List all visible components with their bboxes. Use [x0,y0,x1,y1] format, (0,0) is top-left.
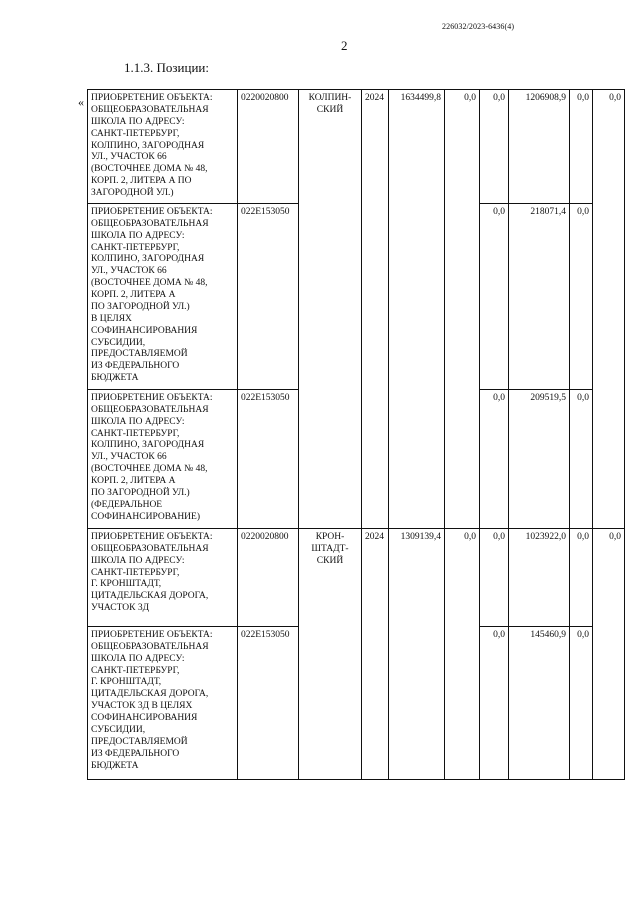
value-cell: 145460,9 [509,626,570,779]
value-cell: 0,0 [570,626,593,779]
value-cell: 0,0 [570,389,593,528]
value-cell [445,203,480,389]
table-row [88,389,625,528]
positions-table [87,89,625,780]
total-cost-cell [389,626,445,779]
object-description: ПРИОБРЕТЕНИЕ ОБЪЕКТА: ОБЩЕОБРАЗОВАТЕЛЬНАЯ ШКОЛА ПО АДРЕСУ: САНКТ-ПЕТЕРБУРГ, КОЛПИНО, ЗАГОРОДНАЯ УЛ., УЧАСТОК 66 (ВОСТОЧНЕЕ ДОМА № 48, КОРП. 2, ЛИТЕРА А ПО ЗАГОРОДНОЙ УЛ.) (ФЕДЕРАЛЬНОЕ СОФИНАНСИРОВАНИЕ) [88,389,238,528]
object-description: ПРИОБРЕТЕНИЕ ОБЪЕКТА: ОБЩЕОБРАЗОВАТЕЛЬНАЯ ШКОЛА ПО АДРЕСУ: САНКТ-ПЕТЕРБУРГ, КОЛПИНО, ЗАГОРОДНАЯ УЛ., УЧАСТОК 66 (ВОСТОЧНЕЕ ДОМА № 48, КОРП. 2, ЛИТЕРА А ПО ЗАГОРОДНОЙ УЛ.) [88,90,238,204]
value-cell [593,389,625,528]
year-cell: 2024 [362,528,389,626]
value-cell: 0,0 [570,203,593,389]
object-description: ПРИОБРЕТЕНИЕ ОБЪЕКТА: ОБЩЕОБРАЗОВАТЕЛЬНАЯ ШКОЛА ПО АДРЕСУ: САНКТ-ПЕТЕРБУРГ, Г. КРОНШТАДТ, ЦИТАДЕЛЬСКАЯ ДОРОГА, УЧАСТОК 3Д [88,528,238,626]
value-cell: 0,0 [570,528,593,626]
object-description: ПРИОБРЕТЕНИЕ ОБЪЕКТА: ОБЩЕОБРАЗОВАТЕЛЬНАЯ ШКОЛА ПО АДРЕСУ: САНКТ-ПЕТЕРБУРГ, КОЛПИНО, ЗАГОРОДНАЯ УЛ., УЧАСТОК 66 (ВОСТОЧНЕЕ ДОМА № 48, КОРП. 2, ЛИТЕРА А ПО ЗАГОРОДНОЙ УЛ.) В ЦЕЛЯХ СОФИНАНСИРОВАНИЯ СУБСИДИИ, ПРЕДОСТАВЛЯЕМОЙ ИЗ ФЕДЕРАЛЬНОГО БЮДЖЕТА [88,203,238,389]
table-row [88,90,625,204]
district-cell [299,626,362,779]
value-cell: 0,0 [445,528,480,626]
table-row [88,203,625,389]
value-cell [593,203,625,389]
year-cell [362,626,389,779]
year-cell: 2024 [362,90,389,204]
value-cell: 1206908,9 [509,90,570,204]
budget-code: 0220020800 [238,90,299,204]
district-cell: КОЛПИН- СКИЙ [299,90,362,204]
value-cell: 0,0 [593,90,625,204]
object-description: ПРИОБРЕТЕНИЕ ОБЪЕКТА: ОБЩЕОБРАЗОВАТЕЛЬНАЯ ШКОЛА ПО АДРЕСУ: САНКТ-ПЕТЕРБУРГ, Г. КРОНШТАДТ, ЦИТАДЕЛЬСКАЯ ДОРОГА, УЧАСТОК 3Д В ЦЕЛЯХ СОФИНАНСИРОВАНИЯ СУБСИДИИ, ПРЕДОСТАВЛЯЕМОЙ ИЗ ФЕДЕРАЛЬНОГО БЮДЖЕТА [88,626,238,779]
value-cell: 209519,5 [509,389,570,528]
value-cell: 1023922,0 [509,528,570,626]
year-cell [362,389,389,528]
page-number: 2 [341,38,348,53]
district-cell: КРОН- ШТАДТ- СКИЙ [299,528,362,626]
table-row [88,626,625,779]
value-cell: 0,0 [480,528,509,626]
total-cost-cell [389,203,445,389]
value-cell: 0,0 [593,528,625,626]
budget-code: 0220020800 [238,528,299,626]
table-row [88,528,625,626]
budget-code: 022E153050 [238,203,299,389]
total-cost-cell: 1634499,8 [389,90,445,204]
total-cost-cell [389,389,445,528]
opening-quote: « [78,95,84,109]
value-cell: 0,0 [480,626,509,779]
value-cell [445,626,480,779]
district-cell [299,389,362,528]
value-cell: 0,0 [445,90,480,204]
value-cell: 0,0 [480,90,509,204]
value-cell [593,626,625,779]
value-cell: 0,0 [480,203,509,389]
value-cell: 0,0 [480,389,509,528]
total-cost-cell: 1309139,4 [389,528,445,626]
value-cell: 0,0 [570,90,593,204]
budget-code: 022E153050 [238,626,299,779]
district-cell [299,203,362,389]
budget-code: 022E153050 [238,389,299,528]
document-number: 226032/2023-6436(4) [442,22,515,31]
year-cell [362,203,389,389]
section-title: 1.1.3. Позиции: [124,60,209,75]
value-cell [445,389,480,528]
value-cell: 218071,4 [509,203,570,389]
